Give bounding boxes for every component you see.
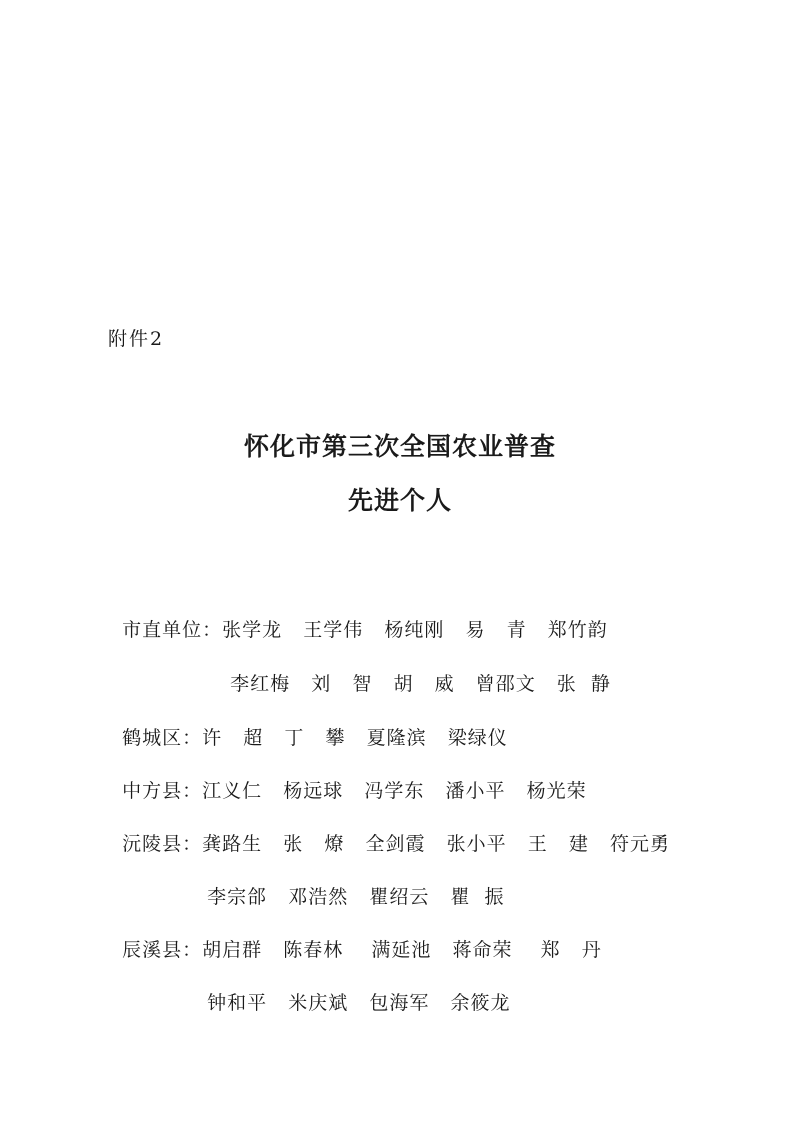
- names-line: 胡启群 陈春林 满延池 蒋命荣 郑 丹: [202, 939, 602, 961]
- names-line: 许 超 丁 攀 夏隆滨 梁绿仪: [202, 727, 508, 749]
- unit-label: 中方县：: [122, 780, 203, 802]
- attachment-label: 附件2: [108, 328, 165, 350]
- names-line: 钟和平 米庆斌 包海军 余筱龙: [207, 992, 511, 1014]
- section-row: [108, 755, 587, 803]
- section-row: [193, 861, 505, 909]
- page-title-line-2: 先进个人: [347, 486, 452, 515]
- section-row: [108, 808, 670, 856]
- section-row: [108, 702, 508, 750]
- section-row: [193, 967, 510, 1015]
- section-row: [216, 648, 611, 696]
- names-line: 李宗郃 邓浩然 瞿绍云 瞿 振: [207, 886, 505, 908]
- section-row: [108, 914, 602, 962]
- unit-label: 沅陵县：: [122, 833, 203, 855]
- section-row: [108, 594, 608, 642]
- names-line: 李红梅 刘 智 胡 威 曾邵文 张 静: [230, 673, 611, 695]
- unit-label: 市直单位：: [122, 619, 223, 641]
- names-line: 龚路生 张 燎 全剑霞 张小平 王 建 符元勇: [202, 833, 670, 855]
- unit-label: 鹤城区：: [122, 727, 203, 749]
- names-line: 张学龙 王学伟 杨纯刚 易 青 郑竹韵: [222, 619, 608, 641]
- unit-label: 辰溪县：: [122, 939, 203, 961]
- page-title-line-1: 怀化市第三次全国农业普查: [243, 432, 556, 461]
- names-line: 江义仁 杨远球 冯学东 潘小平 杨光荣: [202, 780, 587, 802]
